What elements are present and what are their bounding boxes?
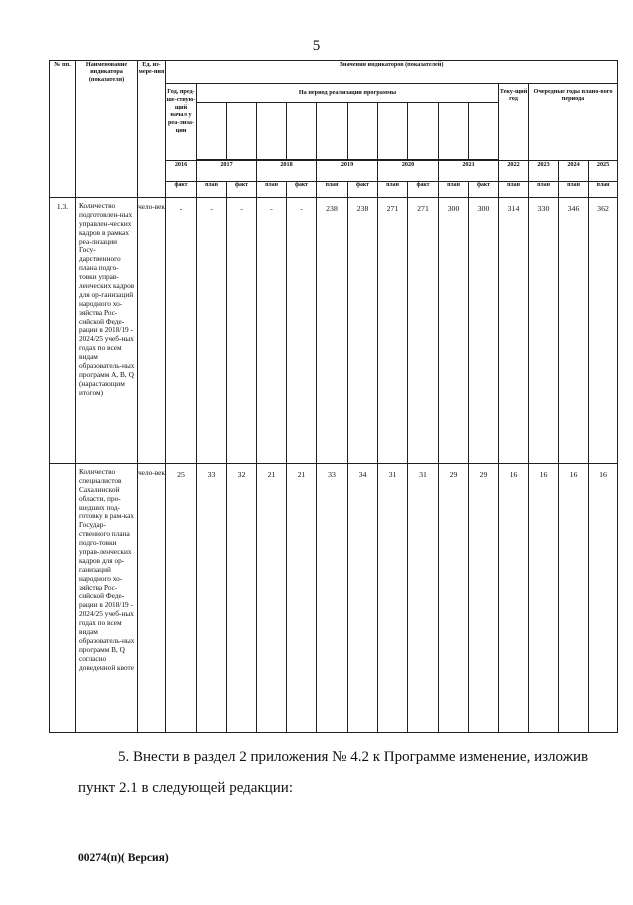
value-cell: 16 [529, 464, 559, 733]
type-cell: факт [408, 182, 439, 198]
value-cell: - [257, 198, 287, 464]
value-cell: 346 [559, 198, 589, 464]
year-cell: 2019 [317, 161, 378, 182]
document-code: 00274(п)( Версия) [78, 852, 169, 864]
header-current-year: Теку-щий год [499, 84, 529, 161]
indicator-name: Количество подготовлен-ных управлен-ческих кадров в рамках реа-лизации Госу-дарственного плана подго-товки управ-ленческих кадров для ор-ганизаций народного хо-зяйства Рос-сийской Феде-рации в 2018/19 - 2024/25 учеб-ных годах по всем видам образователь-ных программ A, B, Q (нарастающим итогом) [76, 198, 138, 464]
year-cell: 2025 [589, 161, 618, 182]
type-cell: факт [348, 182, 378, 198]
type-cell: план [559, 182, 589, 198]
value-cell: 33 [317, 464, 348, 733]
header-values-title: Значения индикаторов (показателей) [166, 61, 618, 84]
type-cell: факт [287, 182, 317, 198]
type-cell: план [529, 182, 559, 198]
table-row [50, 198, 618, 464]
type-cell: план [257, 182, 287, 198]
header-period: На период реализации программы [197, 84, 499, 103]
value-cell: 29 [469, 464, 499, 733]
year-cell: 2021 [439, 161, 499, 182]
value-cell: 32 [227, 464, 257, 733]
type-cell: план [378, 182, 408, 198]
value-cell: 31 [378, 464, 408, 733]
value-cell: - [227, 198, 257, 464]
type-cell: план [499, 182, 529, 198]
unit-cell: чело-век [138, 198, 166, 464]
indicators-table [49, 60, 618, 733]
type-cell: план [439, 182, 469, 198]
value-cell: 25 [166, 464, 197, 733]
value-cell: 330 [529, 198, 559, 464]
header-unit: Ед. из-мере-ния [138, 61, 166, 198]
year-cell: 2024 [559, 161, 589, 182]
type-cell: факт [166, 182, 197, 198]
year-cell: 2020 [378, 161, 439, 182]
type-cell: план [197, 182, 227, 198]
type-cell: план [317, 182, 348, 198]
type-cell: план [589, 182, 618, 198]
value-cell: 16 [499, 464, 529, 733]
value-cell: 33 [197, 464, 227, 733]
year-cell: 2016 [166, 161, 197, 182]
type-cell: факт [469, 182, 499, 198]
header-num: № пп. [50, 61, 76, 198]
type-cell: факт [227, 182, 257, 198]
value-cell: 31 [408, 464, 439, 733]
value-cell: 29 [439, 464, 469, 733]
year-cell: 2018 [257, 161, 317, 182]
value-cell: 300 [439, 198, 469, 464]
value-cell: 21 [257, 464, 287, 733]
value-cell: 362 [589, 198, 618, 464]
unit-cell: чело-век [138, 464, 166, 733]
year-cell: 2023 [529, 161, 559, 182]
value-cell: 34 [348, 464, 378, 733]
value-cell: 238 [348, 198, 378, 464]
table-row [50, 464, 618, 733]
header-name: Наименование индикатора (показателя) [76, 61, 138, 198]
year-cell: 2017 [197, 161, 257, 182]
paragraph-amendment: 5. Внести в раздел 2 приложения № 4.2 к Программе изменение, изложив [118, 749, 589, 765]
row-number [50, 464, 76, 733]
indicator-name: Количество специалистов Сахалинской области, про-шедших под-готовку в рам-ках Государ-ственного плана подго-товки управ-ленческих кадров для ор-ганизаций народного хо-зяйства Рос-сийской Феде-рации в 2018/19 - 2024/25 учеб-ных годах по всем видам образователь-ных программ B, Q согласно доведенной квоте [76, 464, 138, 733]
value-cell: - [287, 198, 317, 464]
header-prev-year: Год, пред-ше-ствую-щий начал у реа-лиза-ции [166, 84, 197, 161]
value-cell: 238 [317, 198, 348, 464]
value-cell: 16 [559, 464, 589, 733]
header-planned-years: Очередные годы плано-вого периода [529, 84, 618, 161]
year-cell: 2022 [499, 161, 529, 182]
value-cell: - [166, 198, 197, 464]
value-cell: 21 [287, 464, 317, 733]
page-number: 5 [312, 38, 321, 54]
value-cell: 271 [378, 198, 408, 464]
value-cell: 314 [499, 198, 529, 464]
row-number: 1.3. [50, 198, 76, 464]
value-cell: 16 [589, 464, 618, 733]
value-cell: 300 [469, 198, 499, 464]
value-cell: 271 [408, 198, 439, 464]
value-cell: - [197, 198, 227, 464]
paragraph-continuation: пункт 2.1 в следующей редакции: [78, 780, 293, 796]
